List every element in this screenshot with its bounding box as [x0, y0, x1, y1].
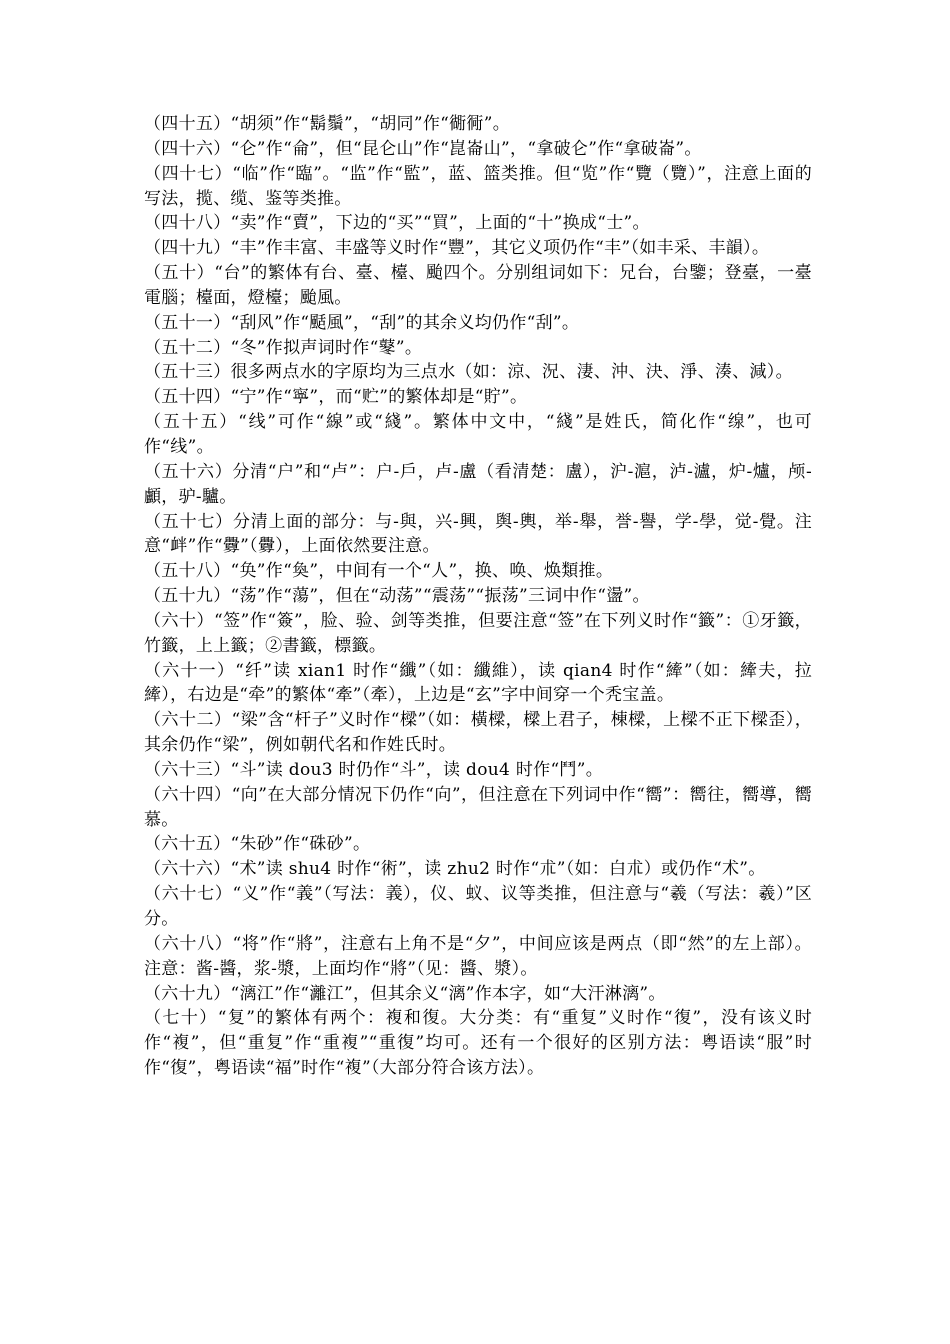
document-body [144, 112, 812, 1081]
entry-60: （六十）“签”作“簽”，脸、验、剑等类推，但要注意“签”在下列义时作“籤”：①牙籤，竹籤，上上籤；②書籤，標籤。 [144, 610, 812, 656]
entry-51: （五十一）“刮风”作“颳風”，“刮”的其余义均仍作“刮”。 [144, 312, 580, 333]
entry-61: （六十一）“纤”读 xian1 时作“纖”（如：纖維），读 qian4 时作“縴”（如：縴夫，拉縴），右边是“牵”的繁体“牽”（牽），上边是“玄”字中间穿一个秃宝盖。 [144, 660, 812, 706]
entry-55: （五十五）“线”可作“線”或“綫”。繁体中文中，“綫”是姓氏，简化作“缐”，也可作“线”。 [144, 412, 812, 457]
entry-66: （六十六）“术”读 shu4 时作“術”，读 zhu2 时作“朮”（如：白朮）或仍作“术”。 [144, 859, 766, 880]
entry-63: （六十三）“斗”读 dou3 时仍作“斗”，读 dou4 时作“鬥”。 [144, 759, 604, 780]
entry-56: （五十六）分清“户”和“卢”：户-戶，卢-盧（看清楚：盧），沪-滬，泸-瀘，炉-爐，颅-顱，驴-驢。 [144, 461, 812, 507]
entry-47: （四十七）“临”作“臨”。“监”作“監”，蓝、篮类推。但“览”作“覽（覽）”，注意上面的写法，揽、缆、鉴等类推。 [144, 163, 812, 209]
entry-57: （五十七）分清上面的部分：与-與，兴-興，舆-輿，举-舉，誉-譽，学-學，觉-覺。注意“衅”作“釁”（釁），上面依然要注意。 [144, 511, 812, 557]
entry-70: （七十）“复”的繁体有两个：複和復。大分类：有“重复”义时作“復”，没有该义时作“複”，但“重复”作“重複”“重復”均可。还有一个很好的区别方法：粤语读“服”时作“復”，粤语读“福”时作“複”（大部分符合该方法）。 [144, 1008, 812, 1079]
entry-69: （六十九）“漓江”作“灕江”，但其余义“漓”作本字，如“大汗淋漓”。 [144, 983, 666, 1004]
entry-62: （六十二）“梁”含“杆子”义时作“樑”（如：橫樑，樑上君子，棟樑，上樑不正下樑歪），其余仍作“梁”，例如朝代名和作姓氏时。 [144, 710, 812, 756]
entry-59: （五十九）“荡”作“蕩”，但在“动荡”“震荡”“振荡”三词中作“盪”。 [144, 586, 650, 607]
entry-46: （四十六）“仑”作“侖”，但“昆仑山”作“崑崙山”，“拿破仑”作“拿破崙”。 [144, 138, 702, 159]
entry-45: （四十五）“胡须”作“鬍鬚”，“胡同”作“衚衕”。 [144, 114, 511, 134]
entry-48: （四十八）“卖”作“賣”，下边的“买”“買”，上面的“十”换成“士”。 [144, 213, 650, 234]
entry-49: （四十九）“丰”作丰富、丰盛等义时作“豐”，其它义项仍作“丰”（如丰采、丰韻）。 [144, 238, 770, 259]
entry-54: （五十四）“宁”作“寧”，而“贮”的繁体却是“貯”。 [144, 387, 528, 408]
entry-67: （六十七）“义”作“義”（写法：義），仪、蚁、议等类推，但注意与“羲（写法：羲）”区分。 [144, 884, 812, 929]
entry-64: （六十四）“向”在大部分情况下仍作“向”，但注意在下列词中作“嚮”：嚮往，嚮導，嚮慕。 [144, 784, 812, 830]
entry-50: （五十）“台”的繁体有台、臺、檯、颱四个。分别组词如下：兄台，台鑒；登臺，一臺電腦；檯面，燈檯；颱風。 [144, 263, 812, 308]
entry-58: （五十八）“奂”作“奐”，中间有一个“人”，换、唤、焕類推。 [144, 561, 614, 582]
entry-53: （五十三）很多两点水的字原均为三点水（如：涼、況、淒、沖、決、淨、湊、減）。 [144, 362, 793, 383]
entry-68: （六十八）“将”作“將”，注意右上角不是“夕”，中间应该是两点（即“然”的左上部）。注意：酱-醬，浆-漿，上面均作“將”（见：醬、漿）。 [144, 933, 812, 979]
entry-65: （六十五）“朱砂”作“硃砂”。 [144, 834, 371, 855]
entry-52: （五十二）“冬”作拟声词时作“鼕”。 [144, 337, 423, 358]
